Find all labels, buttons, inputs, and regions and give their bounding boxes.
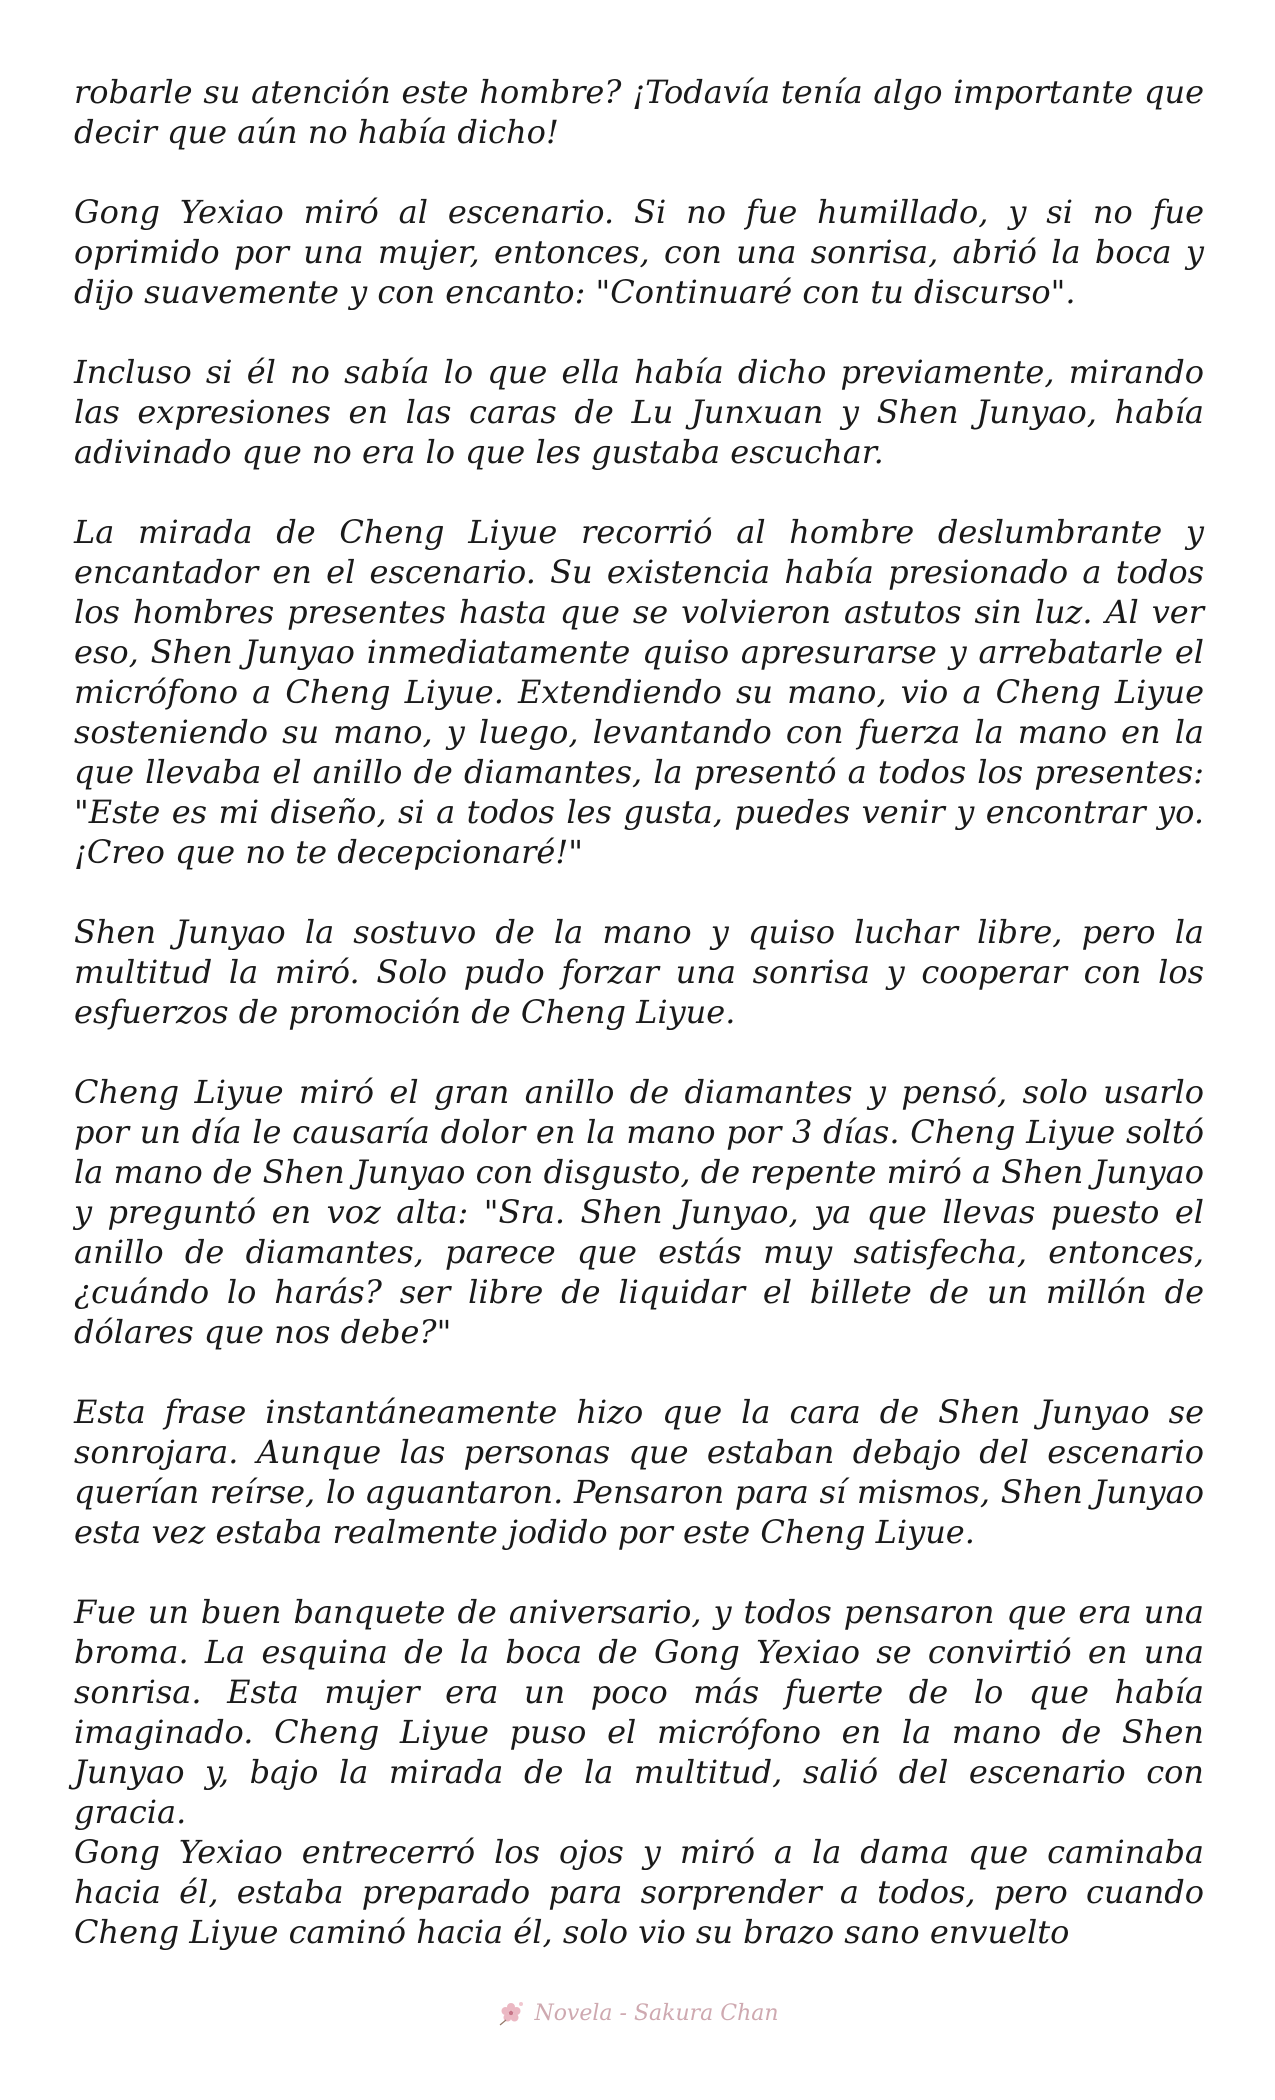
paragraph-8: Fue un buen banquete de aniversario, y todos pensaron que era una broma. La esquina de la boca de Gong Yexiao se convirtió en una sonrisa. Esta mujer era un poco más fuerte de lo que había imaginado. Cheng Liyue puso el micrófono en la mano de Shen Junyao y, bajo la mirada de la multitud, salió del escenario con gracia. (74, 1593, 1204, 1831)
paragraph-2: Gong Yexiao miró al escenario. Si no fue humillado, y si no fue oprimido por una mujer, entonces, con una sonrisa, abrió la boca y dijo suavemente y con encanto: "Continuaré con tu discurso". (74, 193, 1204, 311)
paragraph-4: La mirada de Cheng Liyue recorrió al hombre deslumbrante y encantador en el escenario. Su existencia había presionado a todos los hombres presentes hasta que se volvieron astutos sin luz. Al ver eso, Shen Junyao inmediatamente quiso apresurarse y arrebatarle el micrófono a Cheng Liyue. Extendiendo su mano, vio a Cheng Liyue sosteniendo su mano, y luego, levantando con fuerza la mano en la que llevaba el anillo de diamantes, la presentó a todos los presentes: "Este es mi diseño, si a todos les gusta, puedes venir y encontrar yo. ¡Creo que no te decepcionaré!" (74, 513, 1204, 871)
paragraph-9: Gong Yexiao entrecerró los ojos y miró a la dama que caminaba hacia él, estaba preparado para sorprender a todos, pero cuando Cheng Liyue caminó hacia él, solo vio su brazo sano envuelto (74, 1833, 1204, 1951)
paragraph-1: robarle su atención este hombre? ¡Todavía tenía algo importante que decir que aún no había dicho! (74, 73, 1204, 151)
footer (0, 1998, 1275, 2033)
watermark (496, 1998, 778, 2028)
paragraph-7: Esta frase instantáneamente hizo que la cara de Shen Junyao se sonrojara. Aunque las personas que estaban debajo del escenario querían reírse, lo aguantaron. Pensaron para sí mismos, Shen Junyao esta vez estaba realmente jodido por este Cheng Liyue. (74, 1393, 1204, 1551)
document-body (74, 72, 1204, 1952)
paragraph-6: Cheng Liyue miró el gran anillo de diamantes y pensó, solo usarlo por un día le causaría dolor en la mano por 3 días. Cheng Liyue soltó la mano de Shen Junyao con disgusto, de repente miró a Shen Junyao y preguntó en voz alta: "Sra. Shen Junyao, ya que llevas puesto el anillo de diamantes, parece que estás muy satisfecha, entonces, ¿cuándo lo harás? ser libre de liquidar el billete de un millón de dólares que nos debe?" (74, 1073, 1204, 1351)
paragraph-3: Incluso si él no sabía lo que ella había dicho previamente, mirando las expresiones en las caras de Lu Junxuan y Shen Junyao, había adivinado que no era lo que les gustaba escuchar. (74, 353, 1204, 471)
paragraph-5: Shen Junyao la sostuvo de la mano y quiso luchar libre, pero la multitud la miró. Solo pudo forzar una sonrisa y cooperar con los esfuerzos de promoción de Cheng Liyue. (74, 913, 1204, 1031)
sakura-blossom-icon (496, 1998, 526, 2028)
watermark-text: Novela - Sakura Chan (534, 2000, 779, 2026)
